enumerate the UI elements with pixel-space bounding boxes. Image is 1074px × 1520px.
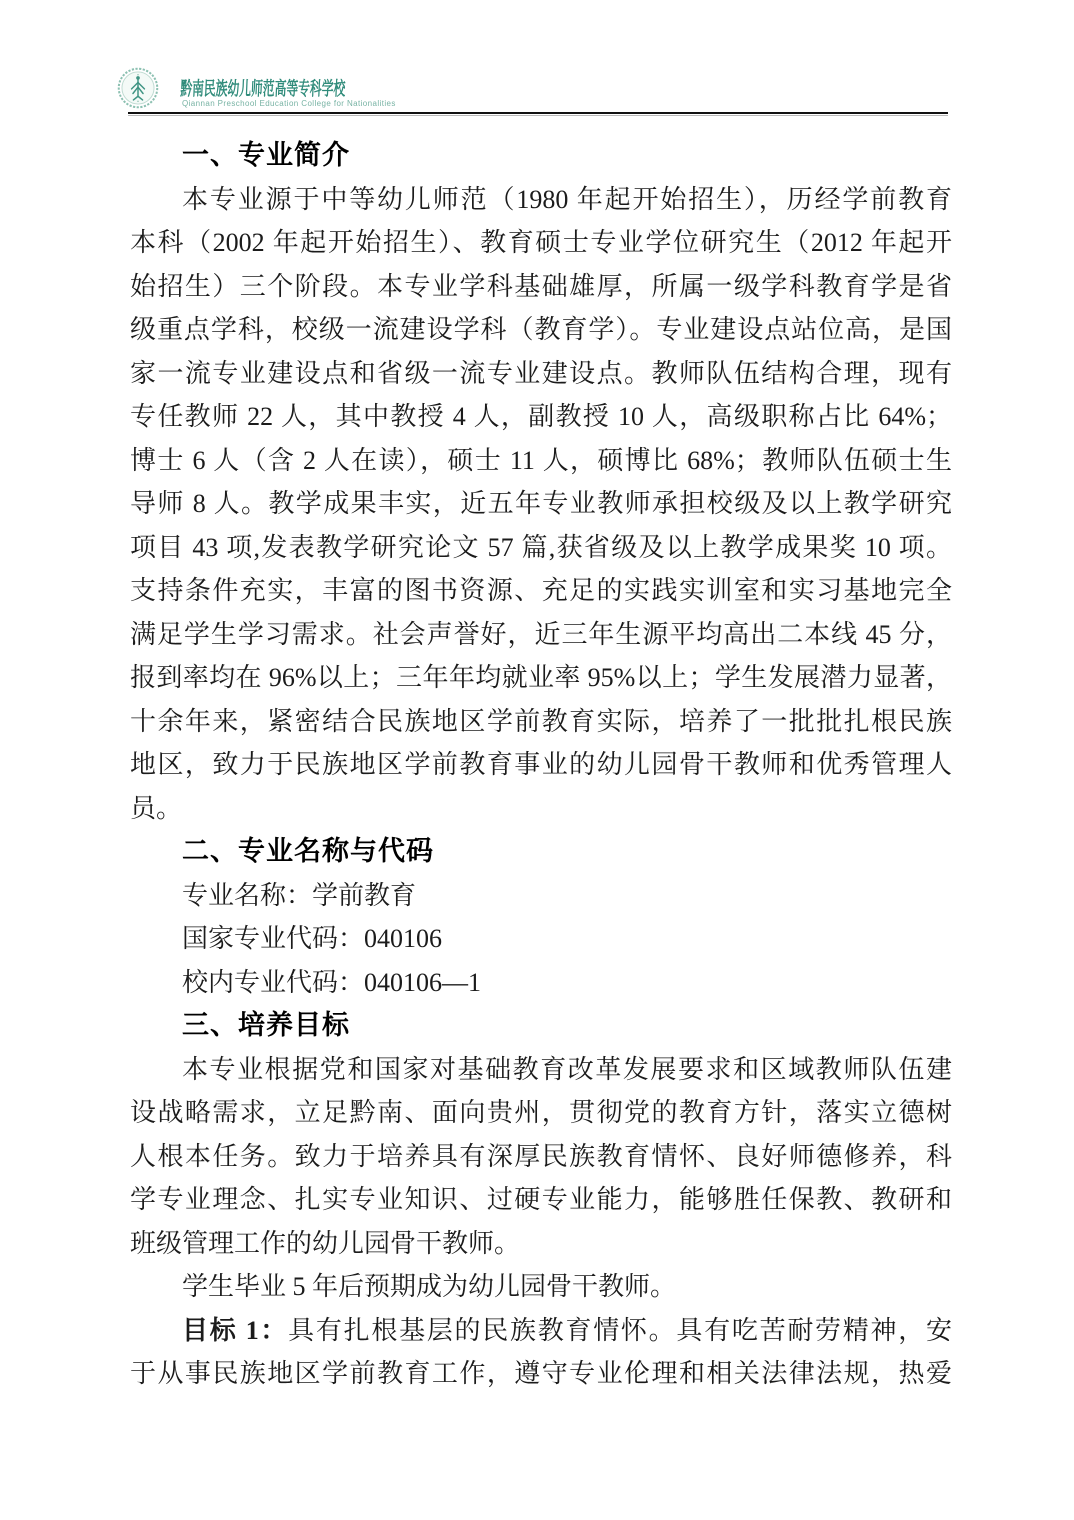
text-line: 人根本任务。致力于培养具有深厚民族教育情怀、良好师德修养，科 (130, 1141, 952, 1171)
text-line: 支持条件充实，丰富的图书资源、充足的实践实训室和实习基地完全 (130, 576, 952, 605)
section-heading: 一、专业简介 (182, 140, 350, 170)
text-line: 设战略需求，立足黔南、面向贵州，贯彻党的教育方针，落实立德树 (130, 1098, 952, 1127)
text-line: 学专业理念、扎实专业知识、过硬专业能力，能够胜任保教、教研和 (130, 1185, 952, 1214)
text-line: 学生毕业 5 年后预期成为幼儿园骨干教师。 (182, 1272, 677, 1301)
section-heading: 三、培养目标 (182, 1010, 350, 1040)
text-line: 专任教师 22 人，其中教授 4 人，副教授 10 人，高级职称占比 64%； (130, 402, 952, 431)
document-body (130, 134, 952, 1396)
section-heading: 二、专业名称与代码 (182, 836, 434, 866)
text-line: 于从事民族地区学前教育工作，遵守专业伦理和相关法律法规，热爱 (130, 1359, 952, 1388)
college-name-en: Qiannan Preschool Education College for Nationalities (182, 99, 396, 108)
text-line: 地区，致力于民族地区学前教育事业的幼儿园骨干教师和优秀管理人 (130, 750, 952, 779)
text-line: 国家专业代码：040106 (182, 924, 443, 953)
text-line: 始招生）三个阶段。本专业学科基础雄厚，所属一级学科教育学是省 (130, 271, 952, 301)
text-line: 满足学生学习需求。社会声誉好，近三年生源平均高出二本线 45 分， (130, 619, 952, 649)
line-bold-prefix: 目标 1： (182, 1315, 289, 1345)
college-seal-icon (116, 66, 160, 110)
text-line: 博士 6 人（含 2 人在读），硕士 11 人，硕博比 68%；教师队伍硕士生 (130, 445, 952, 475)
text-line: 本专业源于中等幼儿师范（1980 年起开始招生），历经学前教育 (182, 184, 952, 214)
college-name-zh: 黔南民族幼儿师范高等专科学校 (179, 79, 346, 100)
text-line: 本科（2002 年起开始招生）、教育硕士专业学位研究生（2012 年起开 (130, 228, 952, 257)
text-line: 项目 43 项,发表教学研究论文 57 篇,获省级及以上教学成果奖 10 项。 (130, 532, 952, 562)
text-line: 家一流专业建设点和省级一流专业建设点。教师队伍结构合理，现有 (130, 358, 952, 388)
text-line: 报到率均在 96%以上；三年年均就业率 95%以上；学生发展潜力显著， (130, 663, 952, 692)
text-line: 校内专业代码：040106—1 (182, 967, 482, 997)
text-line: 目标 1：具有扎根基层的民族教育情怀。具有吃苦耐劳精神，安 (182, 1315, 952, 1345)
text-line: 十余年来，紧密结合民族地区学前教育实际，培养了一批批扎根民族 (130, 706, 952, 736)
text-line: 本专业根据党和国家对基础教育改革发展要求和区域教师队伍建 (182, 1054, 952, 1084)
text-line: 班级管理工作的幼儿园骨干教师。 (130, 1228, 521, 1258)
text-line: 级重点学科，校级一流建设学科（教育学）。专业建设点站位高，是国 (130, 315, 952, 344)
header-divider (128, 112, 948, 116)
text-line: 导师 8 人。教学成果丰实，近五年专业教师承担校级及以上教学研究 (130, 489, 952, 518)
text-line: 专业名称：学前教育 (182, 880, 417, 910)
text-line: 员。 (130, 793, 183, 823)
